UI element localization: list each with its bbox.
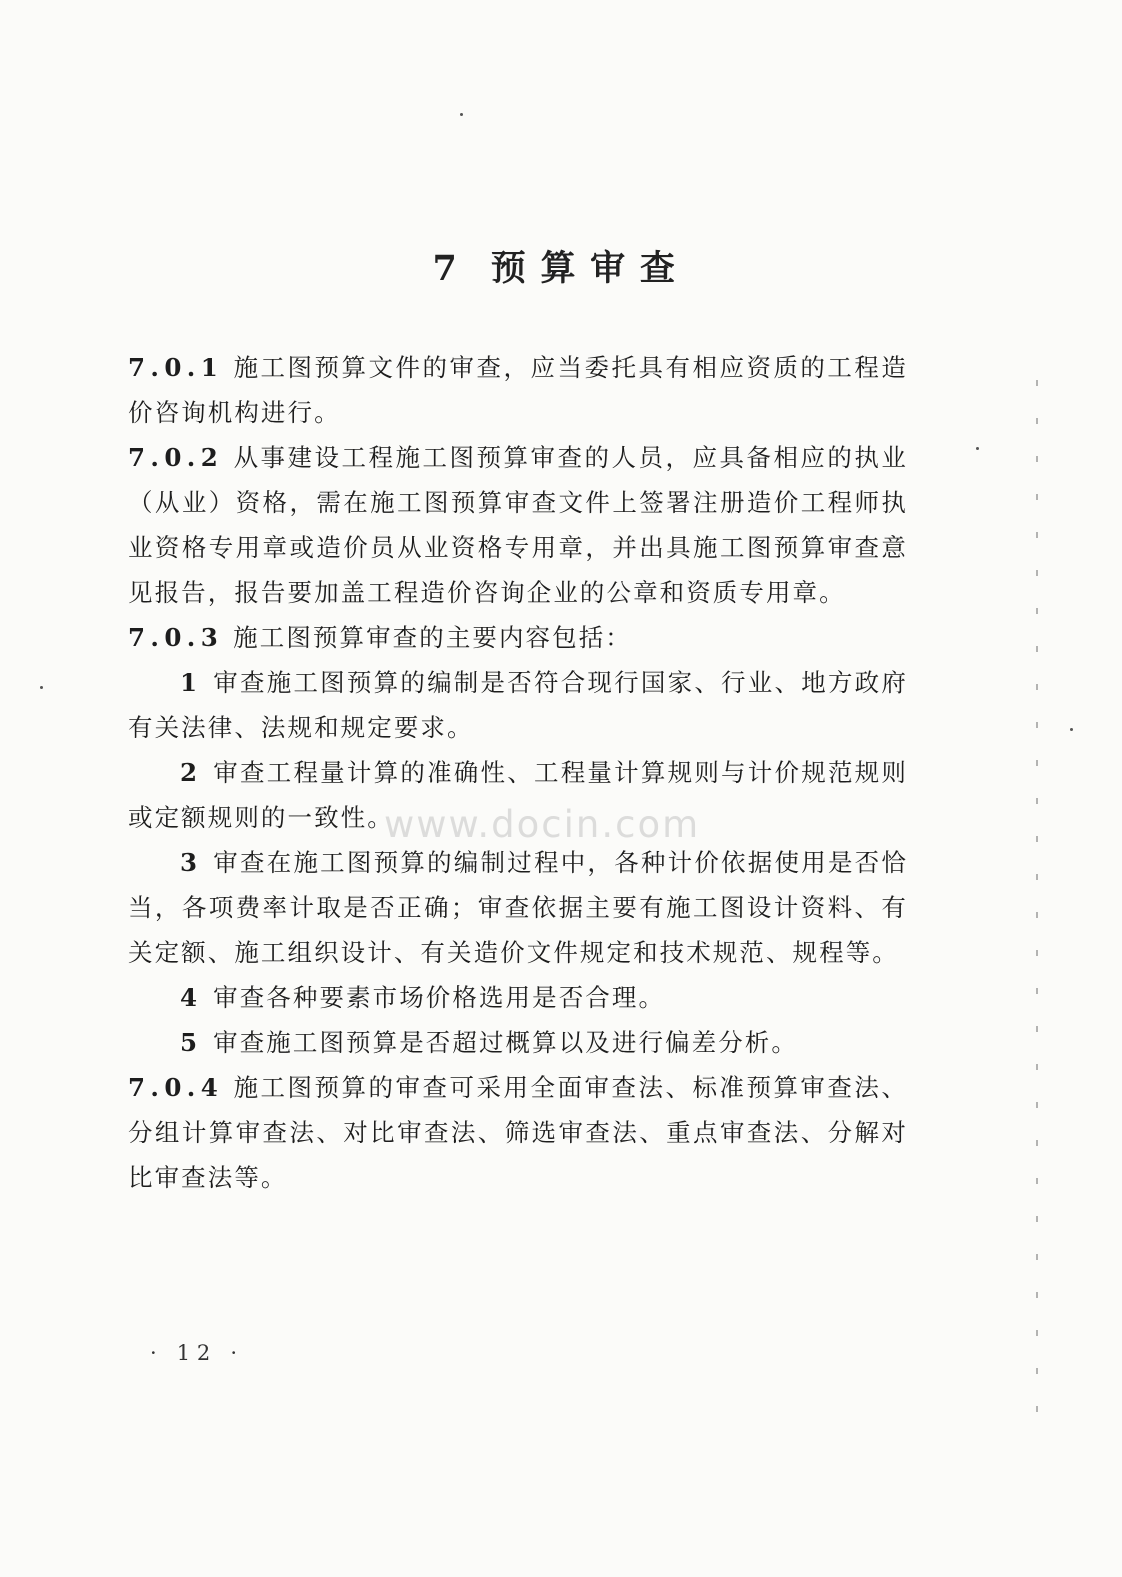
clause-text: 从事建设工程施工图预算审查的人员，应具备相应的执业（从业）资格，需在施工图预算审查文件上签署注册造价工程师执业资格专用章或造价员从业资格专用章，并出具施工图预算审查意见报告，报告要加盖工程造价咨询企业的公章和资质专用章。 — [128, 443, 908, 607]
page-number: · 12 · — [150, 1341, 244, 1365]
clause-7-0-2 — [128, 435, 908, 615]
clause-list — [128, 345, 908, 1200]
clause-text: 施工图预算文件的审查，应当委托具有相应资质的工程造价咨询机构进行。 — [128, 353, 908, 427]
clause-number: 7.0.3 — [128, 623, 224, 652]
chapter-title-text: 预算审查 — [490, 248, 690, 290]
item-text: 审查施工图预算的编制是否符合现行国家、行业、地方政府有关法律、法规和规定要求。 — [128, 668, 908, 742]
clause-text: 施工图预算审查的主要内容包括： — [233, 623, 632, 652]
watermark: www.docin.com — [384, 803, 701, 846]
list-item — [128, 975, 908, 1020]
chapter-title — [0, 241, 1122, 291]
clause-text: 施工图预算的审查可采用全面审查法、标准预算审查法、分组计算审查法、对比审查法、筛选审查法、重点审查法、分解对比审查法等。 — [128, 1073, 908, 1192]
scan-speck — [1070, 728, 1073, 731]
item-text: 审查工程量计算的准确性、工程量计算规则与计价规范规则或定额规则的一致性。 — [128, 758, 908, 832]
list-item — [128, 660, 908, 750]
scan-speck — [460, 113, 463, 116]
item-text: 审查各种要素市场价格选用是否合理。 — [213, 983, 666, 1012]
clause-7-0-4 — [128, 1065, 908, 1200]
clause-number: 7.0.4 — [128, 1073, 224, 1102]
item-number: 2 — [180, 758, 200, 787]
chapter-number: 7 — [432, 248, 472, 290]
item-number: 3 — [180, 848, 200, 877]
scan-speck — [40, 686, 43, 689]
clause-7-0-1 — [128, 345, 908, 435]
clause-number: 7.0.2 — [128, 443, 224, 472]
scan-edge-artifact — [1036, 380, 1038, 1430]
clause-7-0-3 — [128, 615, 908, 660]
list-item — [128, 840, 908, 975]
item-number: 1 — [180, 668, 200, 697]
item-number: 4 — [180, 983, 200, 1012]
item-text: 审查在施工图预算的编制过程中，各种计价依据使用是否恰当，各项费率计取是否正确；审查依据主要有施工图设计资料、有关定额、施工组织设计、有关造价文件规定和技术规范、规程等。 — [128, 848, 908, 967]
item-number: 5 — [180, 1028, 200, 1057]
list-item — [128, 1020, 908, 1065]
scan-speck — [976, 447, 979, 450]
item-text: 审查施工图预算是否超过概算以及进行偏差分析。 — [213, 1028, 798, 1057]
clause-number: 7.0.1 — [128, 353, 224, 382]
